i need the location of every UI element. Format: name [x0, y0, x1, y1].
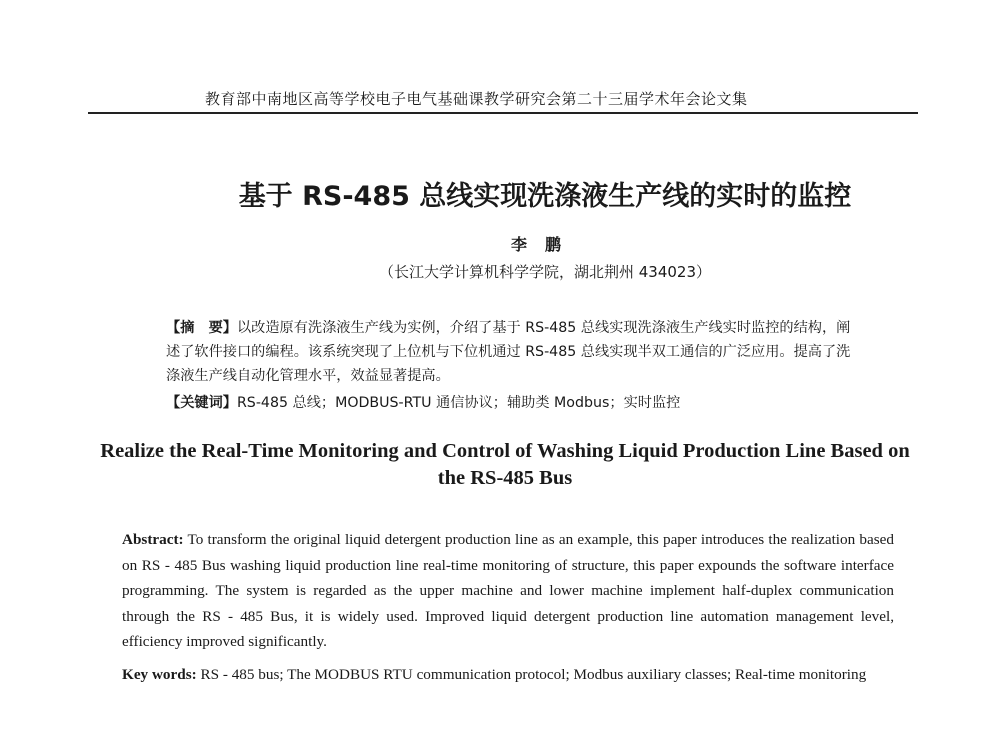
- keywords-en-label: Key words:: [122, 666, 197, 683]
- keywords-en-text: RS - 485 bus; The MODBUS RTU communication protocol; Modbus auxiliary classes; Real-time monitoring: [200, 666, 867, 683]
- paper-title-en: Realize the Real-Time Monitoring and Control of Washing Liquid Production Line Based on the RS-485 Bus: [100, 440, 910, 489]
- abstract-cn: [166, 316, 856, 388]
- abstract-cn-label: 【摘 要】: [166, 320, 237, 336]
- keywords-cn: [166, 391, 856, 415]
- keywords-en: [122, 662, 894, 688]
- abstract-en-label: Abstract:: [122, 531, 184, 548]
- abstract-cn-text: 以改造原有洗涤液生产线为实例，介绍了基于 RS-485 总线实现洗涤液生产线实时监控的结构，阐述了软件接口的编程。该系统突现了上位机与下位机通过 RS-485 总线实现半双工通信的广泛应用。提高了洗涤液生产线自动化管理水平，效益显著提高。: [166, 320, 851, 384]
- author-affiliation: （长江大学计算机科学学院，湖北荆州 434023）: [378, 263, 712, 281]
- paper-title-cn: 基于 RS-485 总线实现洗涤液生产线的实时的监控: [238, 181, 852, 212]
- abstract-en-text: To transform the original liquid detergent production line as an example, this paper introduces the realization based on RS - 485 Bus washing liquid production line real-time monitoring of structure, this paper expounds the software interface programming. The system is regarded as the upper machine and lower machine implement half-duplex communication through the RS - 485 Bus, it is widely used. Improved liquid detergent production line automation management level, efficiency improved significantly.: [122, 531, 894, 650]
- keywords-cn-label: 【关键词】: [166, 395, 237, 411]
- header-rule: [88, 112, 918, 114]
- abstract-en: [122, 527, 894, 655]
- author-name: 李鹏: [510, 235, 579, 254]
- running-head: 教育部中南地区高等学校电子电气基础课教学研究会第二十三届学术年会论文集: [205, 90, 748, 108]
- keywords-cn-text: RS-485 总线；MODBUS-RTU 通信协议；辅助类 Modbus；实时监控: [236, 395, 681, 411]
